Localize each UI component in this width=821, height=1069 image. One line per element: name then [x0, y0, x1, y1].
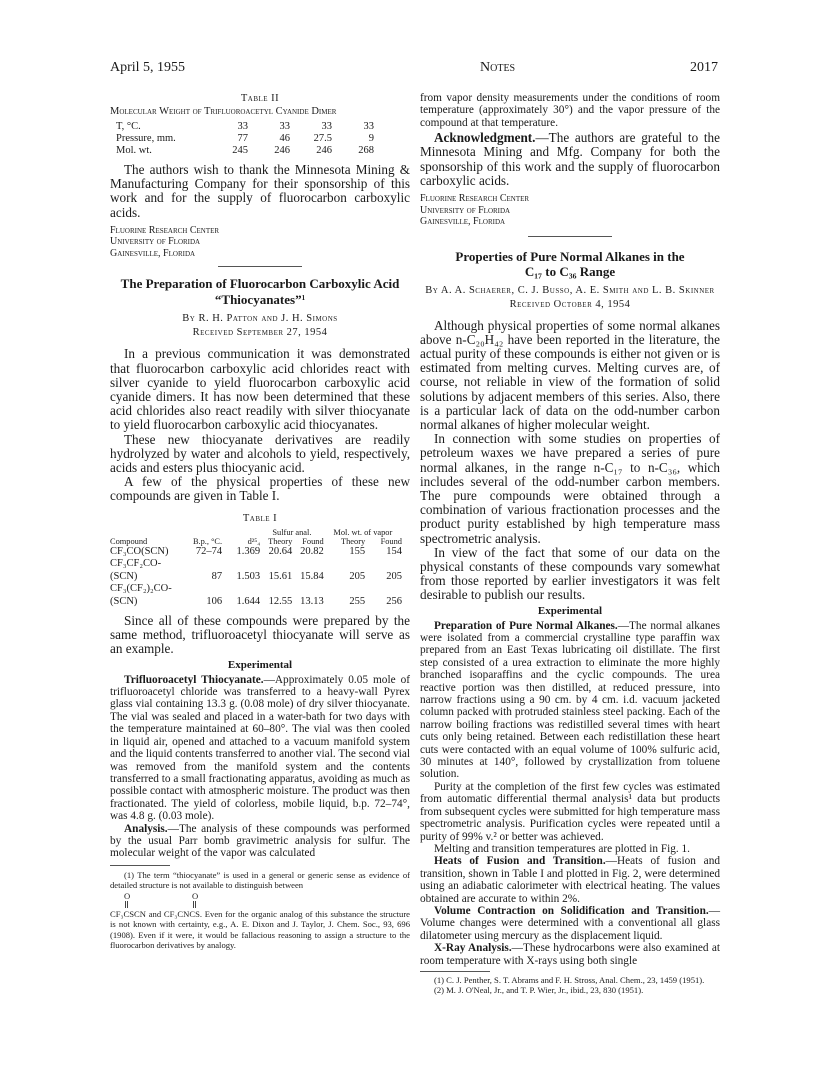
table1-cell-mf	[365, 583, 402, 596]
table1-compound: CF₃CF₂CO-	[110, 558, 162, 570]
table1-cell-d: 1.369	[236, 545, 261, 557]
table2-cell: 33	[237, 121, 248, 132]
table1-cell-sf: 15.84	[300, 570, 324, 582]
article2-exp-volume	[420, 905, 720, 942]
affiliation-line: Gainesville, Florida	[420, 216, 506, 228]
affiliation-line: Fluorine Research Center	[110, 224, 220, 236]
footnote-1-part-b: CF₃CSCN and CF₃CNCS. Even for the organic analog of this substance the structure is not known with certainty, e.g., A. E. Dixon and J. Taylor, J. Chem. Soc., 93, 696 (1908). Even if it were, it would be fallacious reasoning to assign a structure to the fluorocarbon derivatives by analogy.	[110, 908, 410, 951]
table2-row-label: Pressure, mm.	[116, 133, 176, 144]
table1-cell-bp	[192, 558, 222, 571]
acknowledgment	[420, 131, 720, 188]
table1-cell-bp: 72–74	[195, 545, 223, 557]
table1-cell-d	[222, 558, 260, 571]
exp-text: —Volume changes were determined with a conventional all glass dilatometer using mercury as the displacement liquid.	[420, 904, 720, 942]
table2-cell: 9	[368, 133, 374, 144]
table1-cell-st: 15.61	[268, 570, 293, 582]
article1-after-table: Since all of these compounds were prepared by the same method, trifluoroacetyl thiocyanate will serve as an example.	[110, 613, 410, 657]
table2-cell: 77	[237, 133, 248, 144]
table1-header-sulfur: Sulfur anal.	[272, 527, 312, 537]
table1-cell-mt	[324, 558, 365, 571]
table1-row	[110, 558, 402, 571]
article2-authors: By A. A. Schaerer, C. J. Busso, A. E. Smith and L. B. Skinner	[425, 284, 715, 296]
table1-row	[110, 596, 402, 609]
table1-cell-mf: 154	[386, 545, 402, 557]
separator-rule	[528, 236, 612, 237]
article2-exp-heats	[420, 855, 720, 905]
header-section: Notes	[480, 60, 516, 75]
table1-cell-mf: 256	[386, 595, 402, 607]
exp-run-in-title: Volume Contraction on Solidification and Transition.	[434, 904, 709, 917]
table1-header-compound: Compound	[110, 536, 148, 546]
footnote-1-double-bond-marks	[110, 901, 410, 909]
table2-cell: 268	[358, 145, 374, 156]
table1-header-molwt: Mol. wt. of vapor	[333, 527, 393, 537]
affiliation-line: University of Florida	[420, 204, 511, 216]
exp-text: —The analysis of these compounds was performed by the usual Parr bomb gravimetric analysis for sulfur. The molecular weight of the vapor was calculated	[110, 822, 410, 860]
table1-cell-sf	[292, 583, 323, 596]
article1-title-footnote-ref: 1	[301, 294, 306, 303]
exp-run-in-title: X-Ray Analysis.	[434, 942, 512, 955]
table1-cell-mt: 155	[349, 545, 366, 557]
footnote-oxygen-label: O	[124, 890, 131, 901]
article2-title-line2: C₁₇ to C₃₆ Range	[524, 263, 616, 279]
table1-cell-sf: 13.13	[300, 595, 324, 607]
article1-exp-trifluoroacetyl	[110, 674, 410, 823]
footnote-rule	[110, 865, 170, 866]
table2-cell: 33	[321, 121, 332, 132]
footnote-rule	[420, 971, 490, 972]
table2-row-label: T, °C.	[116, 121, 141, 132]
article1-authors: By R. H. Patton and J. H. Simons	[182, 313, 338, 325]
prev-article-affiliation	[110, 225, 410, 260]
table1-cell-sf: 20.82	[300, 545, 324, 557]
table1-cell-bp: 106	[206, 595, 223, 607]
exp-run-in-title: Heats of Fusion and Transition.	[434, 855, 606, 868]
article2-title-line1: Properties of Pure Normal Alkanes in the	[455, 248, 685, 264]
table1-cell-d	[222, 583, 260, 596]
table2-row-label: Mol. wt.	[116, 145, 152, 156]
table2-cell: 246	[274, 145, 290, 156]
table2-cell: 245	[232, 145, 248, 156]
table1-cell-st: 12.55	[268, 595, 293, 607]
table1-header-sulfur-theory: Theory	[268, 536, 293, 546]
table1-row	[110, 571, 402, 584]
footnote-oxygen-label: O	[192, 890, 199, 901]
table1-compound: CF₃(CF₂)₂CO-	[110, 583, 172, 595]
table2-cell: 46	[279, 133, 290, 144]
table1-header-sulfur-found: Found	[302, 536, 324, 546]
article1-title	[110, 276, 410, 307]
article1-received: Received September 27, 1954	[192, 327, 328, 339]
article1-paragraph: A few of the physical properties of these new compounds are given in Table I.	[110, 474, 410, 504]
table1-header-molwt-theory: Theory	[340, 536, 366, 546]
acknowledgment-title: Acknowledgment.	[434, 130, 536, 146]
table1-cell-st	[260, 583, 292, 596]
left-column	[110, 92, 410, 951]
article1-title-text: The Preparation of Fluorocarbon Carboxylic Acid “Thiocyanates”	[120, 276, 400, 308]
affiliation-line: Gainesville, Florida	[110, 247, 196, 259]
table2-cell: 33	[279, 121, 290, 132]
article2-paragraph: In connection with some studies on properties of petroleum waxes we have prepared a series of pure normal alkanes, in the range n-C₁₇ to n-C₃₆, which includes several of the odd-number carbon members. The pure compounds were obtained through a combination of various fractionation processes and the product purity established by high temperature mass spectrometric analysis.	[420, 431, 720, 546]
table1-title: Table I	[242, 512, 278, 524]
article2-experimental-heading: Experimental	[537, 604, 603, 617]
footnote-1-oxygen-marks	[110, 891, 410, 901]
table1-row	[110, 546, 402, 559]
table1-cell-mf	[365, 558, 402, 571]
footnote: (2) M. J. O'Neal, Jr., and T. P. Wier, Jr., ibid., 23, 830 (1951).	[434, 985, 644, 996]
exp-run-in-title: Trifluoroacetyl Thiocyanate.	[124, 673, 264, 686]
table2-cell: 246	[316, 145, 332, 156]
table2-caption: Molecular Weight of Trifluoroacetyl Cyanide Dimer	[110, 106, 337, 117]
exp-text: —These hydrocarbons were also examined at room temperature with X-rays using both single	[420, 942, 720, 967]
exp-run-in-title: Preparation of Pure Normal Alkanes.	[434, 619, 618, 632]
article1-exp-analysis	[110, 823, 410, 860]
table1-header-density: d²⁵₄	[247, 536, 261, 546]
article1-continuation: from vapor density measurements under the conditions of room temperature (approximately 30°) and the vapor pressure of the compound at that temperature.	[420, 92, 720, 129]
table1-row	[110, 583, 402, 596]
article1-paragraph: In a previous communication it was demonstrated that fluorocarbon carboxylic acid chlorides react with silver cyanide to yield fluorocarbon carboxylic acid cyanide dimers. It has now been determined that these acid chlorides also react readily with silver thiocyanate to yield fluorocarbon carboxylic acid thiocyanates.	[110, 346, 410, 433]
table2-cell: 27.5	[313, 133, 332, 144]
header-page-number: 2017	[690, 60, 718, 75]
separator-rule	[218, 266, 302, 267]
footnote-1-part-a: (1) The term “thiocyanate” is used in a general or generic sense as evidence of detailed structure is not available to distinguish between	[110, 869, 410, 891]
table2-row	[116, 121, 374, 133]
article2-paragraph: In view of the fact that some of our data on the physical constants of these compounds vary somewhat from those reported by earlier investigators it was felt desirable to publish our results.	[420, 544, 720, 603]
table1-cell-mt: 255	[349, 595, 366, 607]
table2-row	[116, 133, 374, 145]
table2	[116, 121, 374, 157]
table2-title: Table II	[240, 93, 280, 104]
table1	[110, 528, 402, 609]
table1-cell-st: 20.64	[268, 545, 293, 557]
table1-cell-bp	[192, 583, 222, 596]
footnote: (1) C. J. Penther, S. T. Abrams and F. H. Stross, Anal. Chem., 23, 1459 (1951).	[434, 974, 705, 985]
table2-row	[116, 145, 374, 157]
article2-exp-xray	[420, 942, 720, 967]
table1-compound: (SCN)	[110, 570, 138, 582]
table1-cell-mt: 205	[349, 570, 366, 582]
header-date: April 5, 1955	[110, 60, 186, 75]
prev-article-thanks: The authors wish to thank the Minnesota Mining & Manufacturing Company for their sponsorship of this work and for the supply of fluorocarbon carboxylic acids.	[110, 162, 410, 220]
table1-cell-d: 1.644	[236, 595, 261, 607]
table1-cell-d: 1.503	[236, 570, 261, 582]
article2-paragraph: Although physical properties of some normal alkanes above n-C₂₀H₄₂ have been reported in the literature, the actual purity of these compounds is either not given or is estimated from melting curves. Melting curves are, of course, not reliable in view of the formation of solid solutions by adjacent members of this series. Also, there is a particular lack of data on the odd-number carbon normal alkanes of higher molecular weight.	[420, 317, 720, 432]
table1-header-molwt-found: Found	[380, 536, 402, 546]
affiliation-line: University of Florida	[110, 236, 201, 248]
exp-text: —Heats of fusion and transition, shown in Table I and plotted in Fig. 2, were determined using an adiabatic calorimeter with electrical heating. The values obtained are accurate to within 2%.	[420, 855, 720, 905]
table1-cell-st	[260, 558, 292, 571]
exp-text: —The normal alkanes were isolated from a commercial crystalline type paraffin wax prepared from an East Texas lubricating oil distillate. The first step consisted of a urea extraction to eliminate the more highly branched isoparaffins and the cyclic compounds. The urea reactive portion was then distilled, at reduced pressure, into narrow fractions using a 90 cm. by 4 cm. i.d. vacuum jacketed column packed with protruded stainless steel packing. Each of the narrow boiling fractions was redistilled several times with heart cuts only being retained. Between each redistillation these heart cuts were contacted with an equal volume of 100% sulfuric acid, 30 minutes at 140°, followed by crystallization from toluene solution.	[420, 619, 720, 781]
acknowledgment-text: —The authors are grateful to the Minnesota Mining and Mfg. Company for both the sponsorship of this work and the supply of fluorocarbon carboxylic acids.	[420, 130, 720, 188]
exp-run-in-title: Analysis.	[124, 822, 168, 835]
affiliation-line: Fluorine Research Center	[420, 193, 530, 205]
article2-received: Received October 4, 1954	[509, 298, 631, 310]
table1-cell-sf	[292, 558, 323, 571]
table1-compound: CF₃CO(SCN)	[110, 545, 169, 557]
article2-exp-melting: Melting and transition temperatures are plotted in Fig. 1.	[434, 842, 691, 855]
table1-compound: (SCN)	[110, 595, 138, 607]
article2-exp-purity: Purity at the completion of the first few cycles was estimated from automatic differential thermal analysis¹ data but products from subsequent cycles were submitted for high temperature mass spectrometric analysis. Purification cycles were repeated until a purity of 99% v.² or better was achieved.	[420, 780, 720, 843]
exp-text: —Approximately 0.05 mole of trifluoroacetyl chloride was transferred to a heavy-wall Pyrex glass vial containing 13.3 g. (0.08 mole) of dry silver thiocyanate. The vial was sealed and placed in a water-bath for two days with the temperature maintained at 60–80°. The vial was then cooled in liquid air, opened and attached to a vacuum manifold system and the liquid contents transferred to another vial. The second vial was removed from the manifold system and the contents transferred to a small fractionating apparatus, avoiding as much as possible contact with atmospheric moisture. The product was then fractionated. The yield of colorless, mobile liquid, b.p. 72–74°, was 4.8 g. (0.03 mole).	[110, 673, 410, 823]
table1-cell-mt	[324, 583, 365, 596]
table1-header-bp: B.p., °C.	[192, 536, 223, 546]
article1-affiliation	[420, 193, 720, 228]
article2-exp-preparation	[420, 620, 720, 781]
article1-paragraph: These new thiocyanate derivatives are readily hydrolyzed by water and alcohols to yield, respectively, acids and esters plus thiocyanic acid.	[110, 431, 410, 475]
table2-cell: 33	[363, 121, 374, 132]
table1-cell-mf: 205	[386, 570, 402, 582]
article1-experimental-heading: Experimental	[227, 658, 293, 671]
table1-cell-bp: 87	[211, 570, 223, 582]
right-column	[420, 92, 720, 996]
